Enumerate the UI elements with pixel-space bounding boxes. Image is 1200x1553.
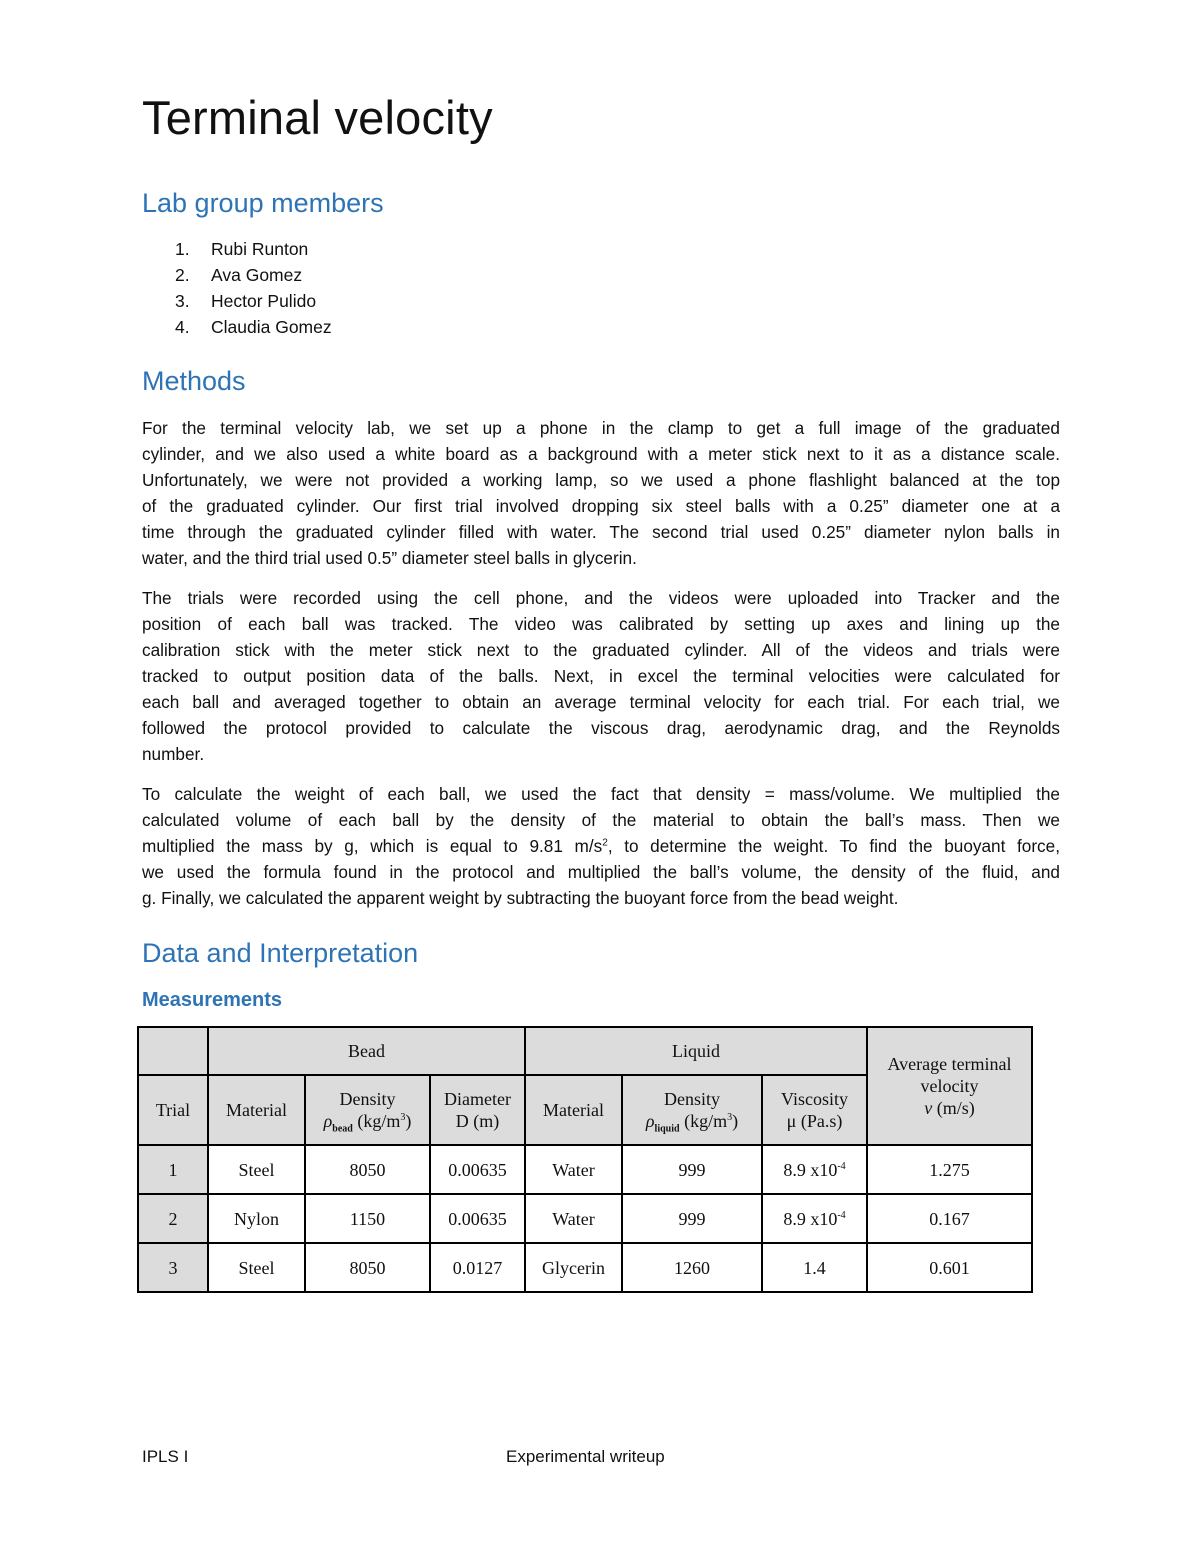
bead-density-header: Density $\rho_{bead}$ $(kg/m^3)$ [305, 1075, 430, 1145]
methods-paragraph-2: The trials were recorded using the cell phone, and the videos were uploaded into Tracker and the position of each ball was tracked. The video was calibrated by setting up axes and lining up the calibration stick with the meter stick next to the graduated cylinder. All of the videos and trials were tracked to output position data of the balls. Next, in excel the terminal velocities were calculated for each ball and averaged together to obtain an average terminal velocity for each trial. For each trial, we followed the protocol provided to calculate the viscous drag, aerodynamic drag, and the Reynolds number. [142, 588, 1060, 764]
measurements-heading: Measurements [142, 989, 283, 1011]
list-item: 2. Ava Gomez [175, 265, 303, 285]
list-item: 1. Rubi Runton [175, 239, 309, 259]
table-row: 1 Steel 8050 0.00635 Water 999 8.9 $x10^{-4}$ 1.275 [138, 1145, 1032, 1194]
table-corner-cell [138, 1027, 208, 1075]
methods-heading: Methods [142, 366, 246, 396]
table-row: 2 Nylon 1150 0.00635 Water 999 8.9 $x10^{-4}$ 0.167 [138, 1194, 1032, 1243]
liquid-density-header: Density $\rho_{liquid}$ $(kg/m^3)$ [622, 1075, 762, 1145]
table-row: 3 Steel 8050 0.0127 Glycerin 1260 1.4 0.601 [138, 1243, 1032, 1292]
members-list [142, 236, 332, 340]
footer-doc-type: Experimental writeup [506, 1447, 665, 1466]
avg-velocity-header: Average terminal velocity v (m/s) [867, 1027, 1032, 1145]
page-title: Terminal velocity [142, 91, 493, 144]
viscosity-header: Viscosity μ (Pa.s) [762, 1075, 867, 1145]
bead-diameter-header: Diameter D (m) [430, 1075, 525, 1145]
members-heading: Lab group members [142, 188, 384, 218]
bead-material-header: Material [208, 1075, 305, 1145]
trial-header: Trial [138, 1075, 208, 1145]
table-header-row [138, 1027, 1032, 1075]
data-heading: Data and Interpretation [142, 938, 419, 968]
methods-paragraph-1: For the terminal velocity lab, we set up a phone in the clamp to get a full image of the graduated cylinder, and we also used a white board as a background with a meter stick next to it as a distance scale. Unfortunately, we were not provided a working lamp, so we used a phone flashlight balanced at the top of the graduated cylinder. Our first trial involved dropping six steel balls with a 0.25” diameter one at a time through the graduated cylinder filled with water. The second trial used 0.25” diameter nylon balls in water, and the third trial used 0.5” diameter steel balls in glycerin. [142, 418, 1060, 568]
list-item: 3. Hector Pulido [175, 291, 317, 311]
bead-group-header: Bead [208, 1027, 525, 1075]
measurements-table [137, 1026, 1033, 1293]
footer-course: IPLS I [142, 1447, 189, 1466]
list-item: 4. Claudia Gomez [175, 317, 332, 337]
methods-paragraph-3: To calculate the weight of each ball, we used the fact that density = mass/volume. We multiplied the calculated volume of each ball by the density of the material to obtain the ball’s mass. Then we multiplied the mass by g, which is equal to 9.81 $m/s^2$, to determine the weight. To find the buoyant force, we used the formula found in the protocol and multiplied the ball’s volume, the density of the fluid, and g. Finally, we calculated the apparent weight by subtracting the buoyant force from the bead weight. [142, 784, 1060, 908]
liquid-group-header: Liquid [525, 1027, 867, 1075]
liquid-material-header: Material [525, 1075, 622, 1145]
